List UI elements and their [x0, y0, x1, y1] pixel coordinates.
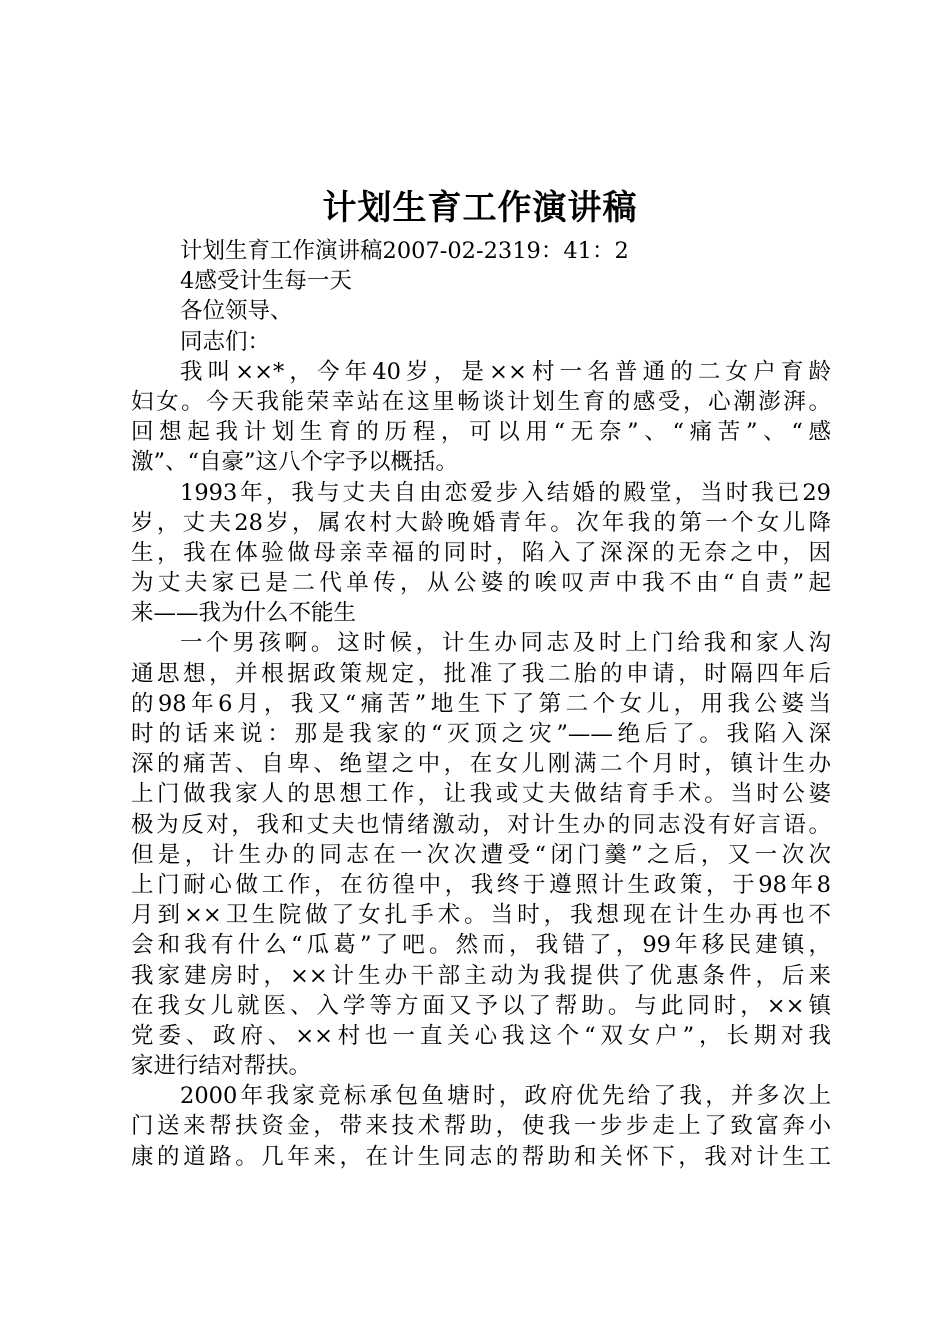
paragraph-line: 康的道路。几年来，在计生同志的帮助和关怀下，我对计生工 [131, 1143, 831, 1170]
paragraph-line: 1993年，我与丈夫自由恋爱步入结婚的殿堂，当时我已29 [180, 479, 831, 506]
paragraph-line: 为丈夫家已是二代单传，从公婆的唉叹声中我不由“自责”起 [131, 570, 831, 597]
paragraph-line: 激”、“自豪”这八个字予以概括。 [131, 449, 459, 476]
paragraph-line: 门送来帮扶资金，带来技术帮助，使我一步步走上了致富奔小 [131, 1113, 831, 1140]
document-title: 计划生育工作演讲稿 [322, 188, 638, 228]
paragraph-line: 通思想，并根据政策规定，批准了我二胎的申请，时隔四年后 [131, 660, 831, 687]
paragraph-line: 上门做我家人的思想工作，让我或丈夫做结育手术。当时公婆 [131, 781, 831, 808]
paragraph-line: 我家建房时，××计生办干部主动为我提供了优惠条件，后来 [131, 962, 831, 989]
paragraph-line: 我叫××*，今年40岁，是××村一名普通的二女户育龄 [180, 358, 831, 385]
subtitle-line: 4感受计生每一天 [180, 268, 352, 295]
salutation-line: 同志们： [180, 328, 271, 355]
paragraph-line: 深的痛苦、自卑、绝望之中，在女儿刚满二个月时，镇计生办 [131, 751, 831, 778]
paragraph-line: 一个男孩啊。这时候，计生办同志及时上门给我和家人沟 [180, 630, 831, 657]
paragraph-line: 岁，丈夫28岁，属农村大龄晚婚青年。次年我的第一个女儿降 [131, 509, 831, 536]
paragraph-line: 会和我有什么“瓜葛”了吧。然而，我错了，99年移民建镇， [131, 932, 831, 959]
paragraph-line: 在我女儿就医、入学等方面又予以了帮助。与此同时，××镇 [131, 992, 831, 1019]
paragraph-line: 生，我在体验做母亲幸福的同时，陷入了深深的无奈之中，因 [131, 539, 831, 566]
header-line: 计划生育工作演讲稿2007-02-2319：41：2 [180, 238, 629, 264]
paragraph-line: 的98年6月，我又“痛苦”地生下了第二个女儿，用我公婆当 [131, 690, 831, 717]
paragraph-line: 2000年我家竞标承包鱼塘时，政府优先给了我，并多次上 [180, 1083, 831, 1110]
paragraph-line: 但是，计生办的同志在一次次遭受“闭门羹”之后，又一次次 [131, 841, 831, 868]
paragraph-line: 月到××卫生院做了女扎手术。当时，我想现在计生办再也不 [131, 902, 831, 929]
paragraph-line: 妇女。今天我能荣幸站在这里畅谈计划生育的感受，心潮澎湃。 [131, 388, 831, 415]
paragraph-line: 来——我为什么不能生 [131, 600, 357, 627]
document-body [131, 236, 831, 1172]
paragraph-line: 极为反对，我和丈夫也情绪激动，对计生办的同志没有好言语。 [131, 811, 831, 838]
paragraph-line: 回想起我计划生育的历程，可以用“无奈”、“痛苦”、“感 [131, 419, 831, 446]
paragraph-line: 时的话来说：那是我家的“灭顶之灾”——绝后了。我陷入深 [131, 721, 831, 747]
paragraph-line: 上门耐心做工作，在彷徨中，我终于遵照计生政策，于98年8 [131, 871, 831, 898]
salutation-line: 各位领导、 [180, 298, 293, 325]
paragraph-line: 党委、政府、××村也一直关心我这个“双女户”，长期对我 [131, 1022, 831, 1049]
paragraph-line: 家进行结对帮扶。 [131, 1053, 312, 1080]
